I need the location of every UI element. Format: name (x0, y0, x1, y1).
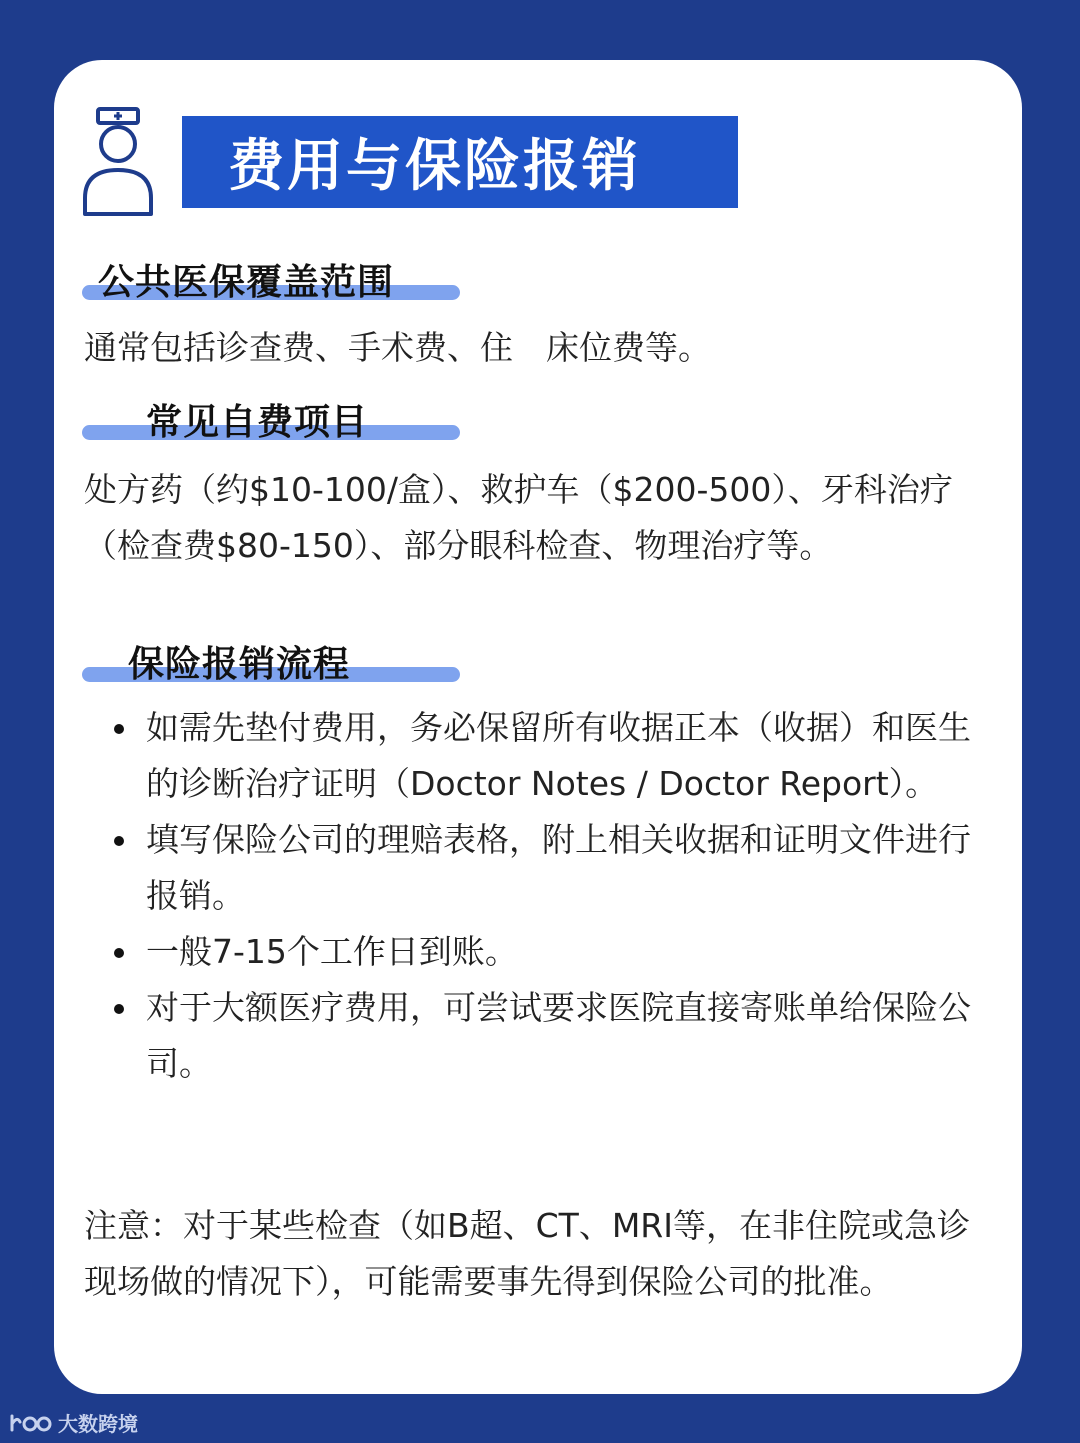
section-heading-claims (82, 636, 460, 686)
section-heading-coverage (82, 254, 460, 304)
list-item-text: 如需先垫付费用，务必保留所有收据正本（收据）和医生的诊断治疗证明（Doctor Notes / Doctor Report）。 (146, 708, 971, 803)
bullet-icon (114, 724, 124, 734)
title-banner (182, 116, 738, 208)
page-title: 费用与保险报销 (228, 134, 641, 199)
watermark-text: 大数跨境 (58, 1412, 138, 1436)
self-pay-text: 处方药（约$10-100/盒）、救护车（$200-500）、牙科治疗（检查费$80-150）、部分眼科检查、物理治疗等。 (84, 470, 953, 565)
heading-text: 公共医保覆盖范围 (98, 261, 395, 303)
list-item (114, 924, 974, 980)
coverage-text: 通常包括诊查费、手术费、住 床位费等。 (84, 328, 711, 367)
list-item (114, 812, 974, 924)
list-item-text: 一般7-15个工作日到账。 (146, 932, 518, 971)
list-item (114, 980, 974, 1092)
heading-text: 常见自费项目 (146, 401, 369, 443)
bullet-icon (114, 836, 124, 846)
watermark (8, 1408, 138, 1437)
bullet-icon (114, 1004, 124, 1014)
heading-text: 保险报销流程 (128, 643, 351, 685)
watermark-logo-icon (8, 1412, 52, 1434)
list-item-text: 填写保险公司的理赔表格，附上相关收据和证明文件进行报销。 (146, 820, 971, 915)
list-item-text: 对于大额医疗费用，可尝试要求医院直接寄账单给保险公司。 (146, 988, 971, 1083)
content-card (54, 60, 1022, 1394)
note-text: 注意：对于某些检查（如B超、CT、MRI等，在非住院或急诊现场做的情况下），可能需要事先得到保险公司的批准。 (84, 1206, 970, 1301)
nurse-icon (82, 106, 160, 216)
claims-list (114, 700, 974, 1092)
list-item (114, 700, 974, 812)
section-heading-self-pay (82, 394, 460, 444)
bullet-icon (114, 948, 124, 958)
